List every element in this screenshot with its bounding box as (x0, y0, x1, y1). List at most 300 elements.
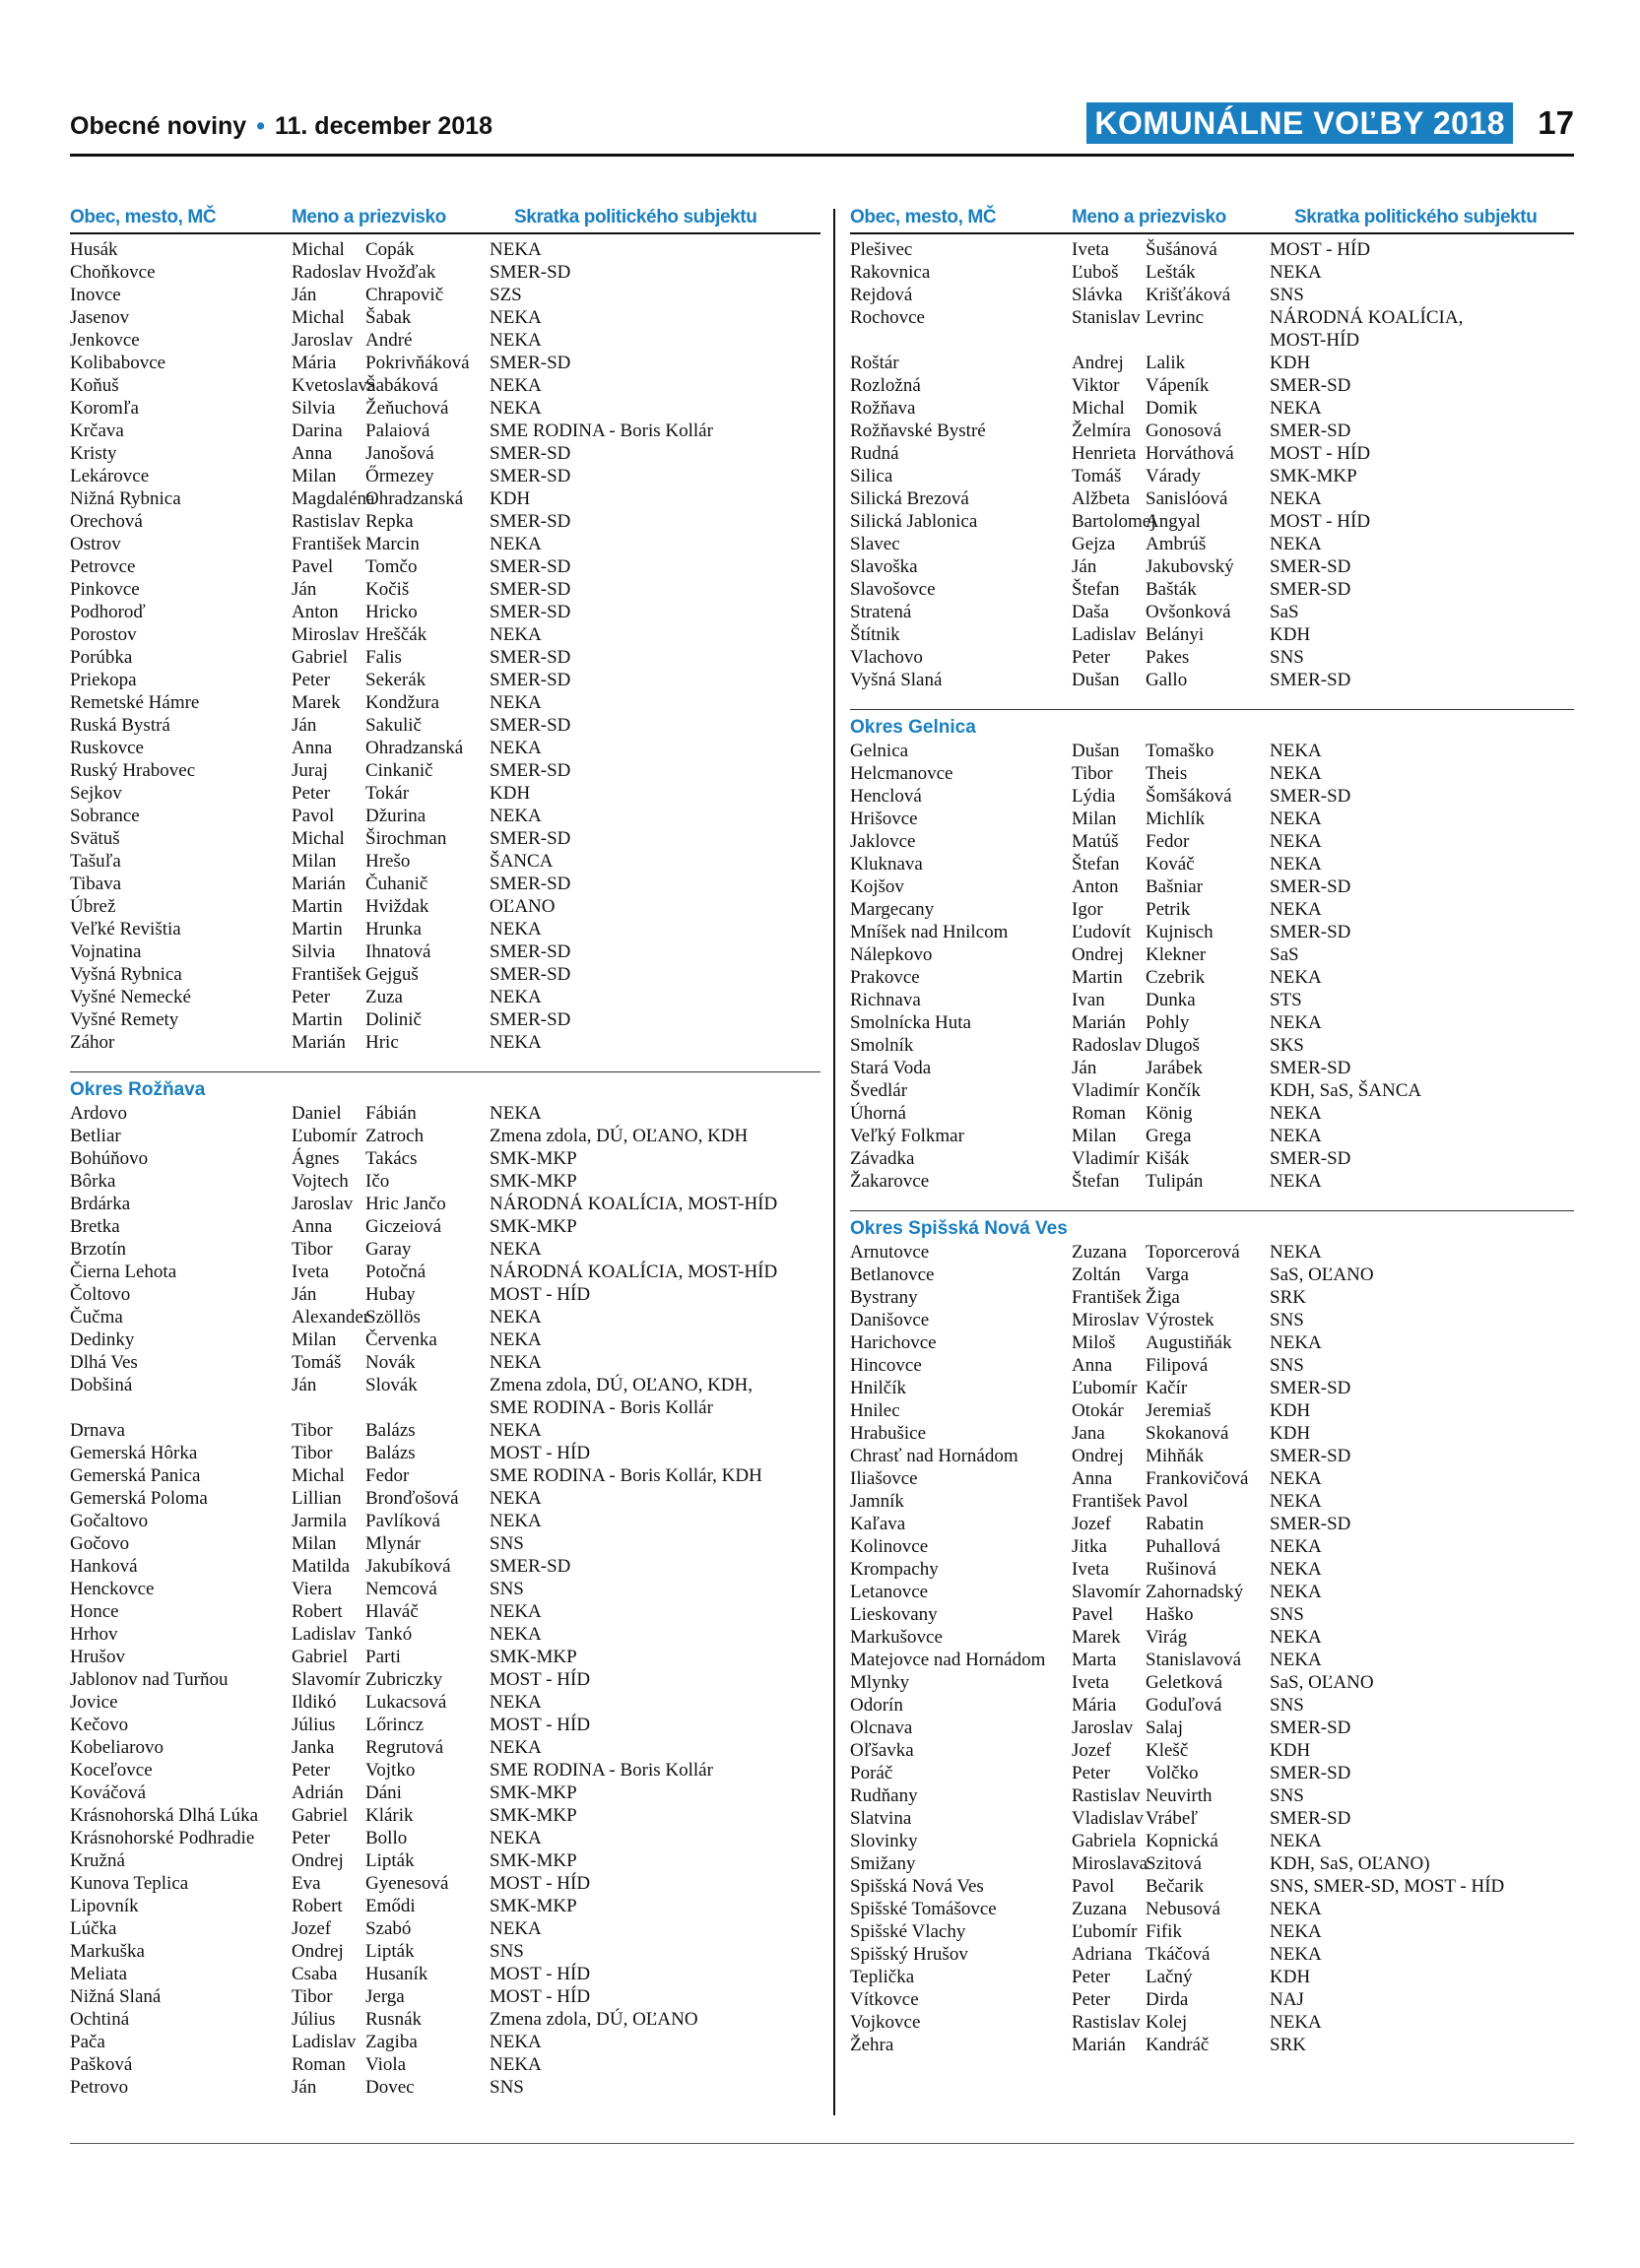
party-cell: NEKA (490, 1828, 542, 1848)
party-cell: NEKA (490, 624, 542, 645)
municipality-cell: Hnilec (850, 1400, 900, 1421)
table-row (850, 830, 1574, 853)
municipality-cell: Kolibabovce (70, 353, 166, 373)
first-name-cell: Adriana (1072, 1944, 1133, 1965)
first-name-cell: Ivan (1072, 990, 1105, 1010)
surname-cell: Končík (1146, 1080, 1201, 1101)
municipality-cell: Kečovo (70, 1715, 129, 1735)
first-name-cell: Alexander (292, 1307, 370, 1328)
surname-cell: Zubriczky (365, 1669, 443, 1690)
party-cell: NEKA (1270, 1921, 1322, 1942)
municipality-cell: Kolinovce (850, 1536, 929, 1557)
table-row (70, 420, 820, 442)
first-name-cell: Jaroslav (292, 330, 354, 351)
party-cell: OĽANO (490, 896, 556, 917)
surname-cell: Lešták (1146, 262, 1196, 283)
municipality-cell: Ochtiná (70, 2009, 130, 2030)
first-name-cell: Martin (1072, 967, 1123, 988)
first-name-cell: Iveta (1072, 239, 1109, 260)
party-cell: NEKA (1270, 1332, 1322, 1353)
first-name-cell: Milan (292, 851, 337, 872)
party-cell: KDH (1270, 1400, 1311, 1421)
first-name-cell: Anna (292, 443, 333, 464)
surname-cell: Gonosová (1146, 421, 1222, 441)
table-row (70, 1419, 820, 1442)
first-name-cell: Tibor (292, 1986, 333, 2007)
party-cell: SMK-MKP (490, 1216, 577, 1237)
surname-cell: Pavlíková (365, 1511, 440, 1531)
surname-cell: Gejguš (365, 964, 419, 985)
party-cell: SMER-SD (490, 647, 571, 668)
municipality-cell: Dlhá Ves (70, 1352, 138, 1373)
first-name-cell: Miroslav (292, 624, 360, 645)
municipality-cell: Ruskovce (70, 738, 144, 758)
municipality-cell: Helcmanovce (850, 763, 953, 784)
surname-cell: Jeremiaš (1146, 1400, 1212, 1421)
party-cell: SMER-SD (1270, 1446, 1351, 1466)
municipality-cell: Hrhov (70, 1624, 118, 1645)
table-row (70, 1759, 820, 1782)
party-cell: SZS (490, 285, 522, 305)
municipality-cell: Koromľa (70, 398, 139, 419)
table-row (850, 853, 1574, 875)
party-cell: SMER-SD (490, 556, 571, 577)
municipality-cell: Žehra (850, 2035, 894, 2055)
municipality-cell: Porúbka (70, 647, 133, 668)
party-cell: NEKA (490, 806, 542, 826)
surname-cell: Šabak (365, 307, 412, 328)
surname-cell: Šušánová (1146, 239, 1217, 260)
surname-cell: Szitová (1146, 1853, 1202, 1874)
header-meno: Meno a priezvisko (1072, 207, 1226, 227)
party-cell: NEKA (1270, 1831, 1322, 1851)
table-row (850, 1558, 1574, 1581)
municipality-cell: Gemerská Hôrka (70, 1443, 198, 1463)
surname-cell: Theis (1146, 763, 1188, 784)
first-name-cell: Michal (292, 307, 345, 328)
first-name-cell: Iveta (1072, 1672, 1109, 1693)
party-cell: SNS, SMER-SD, MOST - HÍD (1270, 1876, 1505, 1897)
municipality-cell: Markuška (70, 1941, 145, 1962)
table-row (850, 1147, 1574, 1170)
table-row (70, 1125, 820, 1147)
surname-cell: Jerga (365, 1986, 405, 2007)
party-cell: NÁRODNÁ KOALÍCIA, MOST-HÍD (490, 1194, 778, 1214)
party-cell: SMER-SD (1270, 556, 1351, 577)
first-name-cell: Tibor (292, 1420, 333, 1441)
municipality-cell: Kružná (70, 1850, 125, 1871)
surname-cell: Kolej (1146, 2012, 1188, 2033)
surname-cell: Ičo (365, 1171, 390, 1192)
table-row (850, 1649, 1574, 1671)
surname-cell: Szöllös (365, 1307, 421, 1328)
table-row (850, 1535, 1574, 1558)
municipality-cell: Letanovce (850, 1582, 929, 1602)
municipality-cell: Markušovce (850, 1627, 943, 1648)
party-cell: MOST - HÍD (490, 1986, 591, 2007)
municipality-cell: Stratená (850, 602, 912, 622)
first-name-cell: Martin (292, 1009, 343, 1030)
party-cell: NEKA (490, 1420, 542, 1441)
municipality-cell: Čoltovo (70, 1284, 131, 1305)
party-cell: NEKA (490, 375, 542, 396)
table-row (70, 805, 820, 827)
table-row (850, 1581, 1574, 1603)
first-name-cell: Ľubomír (1072, 1378, 1138, 1398)
surname-cell: Viola (365, 2054, 407, 2075)
table-row (70, 850, 820, 873)
table-row (70, 1487, 820, 1510)
party-cell: NEKA (1270, 1944, 1322, 1965)
first-name-cell: Rastislav (1072, 1785, 1141, 1806)
table-row (850, 374, 1574, 397)
first-name-cell: Ján (292, 1375, 317, 1395)
party-cell: MOST - HÍD (1270, 239, 1371, 260)
surname-cell: Gallo (1146, 670, 1188, 690)
municipality-cell: Vlachovo (850, 647, 923, 668)
municipality-cell: Žakarovce (850, 1171, 930, 1192)
party-cell: SMER-SD (1270, 1717, 1351, 1738)
first-name-cell: Gejza (1072, 534, 1116, 554)
first-name-cell: Matúš (1072, 831, 1119, 852)
first-name-cell: Eva (292, 1873, 321, 1894)
first-name-cell: Zuzana (1072, 1899, 1127, 1919)
table-row (850, 1920, 1574, 1943)
surname-cell: Domik (1146, 398, 1198, 419)
table-row (70, 1283, 820, 1306)
surname-cell: Hvožďak (365, 262, 436, 283)
surname-cell: Repka (365, 511, 414, 532)
surname-cell: Klárik (365, 1805, 414, 1826)
first-name-cell: Jozef (1072, 1740, 1112, 1761)
party-cell: KDH (1270, 624, 1311, 645)
first-name-cell: Ján (1072, 556, 1097, 577)
first-name-cell: Milan (1072, 809, 1117, 829)
first-name-cell: Zoltán (1072, 1264, 1121, 1285)
first-name-cell: Ondrej (292, 1941, 344, 1962)
municipality-cell: Choňkovce (70, 262, 156, 283)
municipality-cell: Hnilčík (850, 1378, 906, 1398)
first-name-cell: Stanislav (1072, 307, 1141, 328)
municipality-cell: Rožňava (850, 398, 916, 419)
party-cell: Zmena zdola, DÚ, OĽANO (490, 2009, 698, 2030)
municipality-cell: Kunova Teplica (70, 1873, 189, 1894)
municipality-cell: Inovce (70, 285, 121, 305)
surname-cell: Tomaško (1146, 741, 1214, 761)
district-title: Okres Spišská Nová Ves (850, 1218, 1068, 1239)
first-name-cell: Martin (292, 896, 343, 917)
party-cell: SMER-SD (490, 1009, 571, 1030)
surname-cell: Skokanová (1146, 1423, 1229, 1444)
first-name-cell: Rastislav (292, 511, 361, 532)
first-name-cell: Magdaléna (292, 488, 375, 509)
municipality-cell: Jovice (70, 1692, 118, 1713)
municipality-cell: Richnava (850, 990, 921, 1010)
table-row (850, 1988, 1574, 2011)
first-name-cell: Ondrej (1072, 944, 1124, 965)
party-cell: NEKA (1270, 854, 1322, 875)
table-row (850, 966, 1574, 989)
first-name-cell: Peter (292, 987, 331, 1007)
surname-cell: Fedor (365, 1465, 410, 1486)
table-row (70, 1510, 820, 1532)
municipality-cell: Betliar (70, 1126, 121, 1146)
municipality-cell: Bohúňovo (70, 1148, 149, 1169)
table-row (850, 669, 1574, 691)
table-row (70, 1668, 820, 1691)
municipality-cell: Hincovce (850, 1355, 922, 1376)
party-cell: NEKA (1270, 741, 1322, 761)
surname-cell: Vápeník (1146, 375, 1210, 396)
party-cell: SMER-SD (490, 715, 571, 736)
surname-cell: Krišťáková (1146, 285, 1231, 305)
first-name-cell: Roman (1072, 1103, 1126, 1124)
first-name-cell: Pavol (292, 806, 335, 826)
municipality-cell: Ostrov (70, 534, 121, 554)
surname-cell: André (365, 330, 413, 351)
party-cell: SaS, OĽANO (1270, 1672, 1374, 1693)
first-name-cell: Jozef (1072, 1514, 1112, 1534)
first-name-cell: Dušan (1072, 670, 1120, 690)
surname-cell: Pokrivňáková (365, 353, 470, 373)
party-cell: NEKA (1270, 1627, 1322, 1648)
municipality-cell: Podhoroď (70, 602, 146, 622)
surname-cell: Bronďošová (365, 1488, 459, 1509)
municipality-cell: Koceľovce (70, 1760, 153, 1781)
surname-cell: Varga (1146, 1264, 1189, 1285)
first-name-cell: Gabriel (292, 1647, 348, 1667)
party-cell: MOST - HÍD (1270, 511, 1371, 532)
surname-cell: Dáni (365, 1782, 402, 1803)
party-cell: SNS (1270, 1355, 1304, 1376)
surname-cell: Toporcerová (1146, 1242, 1240, 1263)
party-cell: SKS (1270, 1035, 1304, 1056)
first-name-cell: Igor (1072, 899, 1103, 920)
surname-cell: Tankó (365, 1624, 413, 1645)
party-cell: SNS (490, 1941, 524, 1962)
surname-cell: Hreščák (365, 624, 427, 645)
party-cell: NEKA (1270, 1103, 1322, 1124)
surname-cell: Hviždak (365, 896, 429, 917)
municipality-cell: Brzotín (70, 1239, 126, 1260)
table-row (850, 420, 1574, 442)
first-name-cell: Bartolomej (1072, 511, 1156, 532)
party-cell: SMER-SD (1270, 579, 1351, 600)
district-section (850, 709, 1574, 1193)
table-row (70, 555, 820, 578)
surname-cell: Ohradzanská (365, 488, 464, 509)
surname-cell: Emődi (365, 1896, 416, 1916)
surname-cell: Tkáčová (1146, 1944, 1211, 1965)
party-cell: NEKA (490, 1624, 542, 1645)
municipality-cell: Stará Voda (850, 1058, 932, 1078)
surname-cell: Goduľová (1146, 1695, 1222, 1716)
page-number: 17 (1538, 104, 1574, 141)
party-cell: SMER-SD (1270, 670, 1351, 690)
municipality-cell: Pinkovce (70, 579, 140, 600)
table-row (850, 442, 1574, 465)
table-row (70, 873, 820, 895)
party-cell: SNS (1270, 1695, 1304, 1716)
first-name-cell: Peter (1072, 1763, 1111, 1783)
party-cell: SMER-SD (1270, 1808, 1351, 1829)
first-name-cell: Pavel (292, 556, 334, 577)
municipality-cell: Ardovo (70, 1103, 128, 1124)
table-row (850, 306, 1574, 329)
municipality-cell: Závadka (850, 1148, 915, 1169)
first-name-cell: Martin (292, 919, 343, 940)
surname-cell: Fábián (365, 1103, 417, 1124)
first-name-cell: Zuzana (1072, 1242, 1127, 1263)
municipality-cell: Jamník (850, 1491, 904, 1512)
municipality-cell: Spišská Nová Ves (850, 1876, 984, 1897)
first-name-cell: Radoslav (1072, 1035, 1142, 1056)
party-cell: SNS (1270, 1785, 1304, 1806)
first-name-cell: Ľudovít (1072, 922, 1132, 942)
table-row (850, 1626, 1574, 1649)
surname-cell: Ambrúš (1146, 534, 1207, 554)
municipality-cell: Jenkovce (70, 330, 140, 351)
table-row (850, 785, 1574, 808)
party-cell: NEKA (490, 1737, 542, 1758)
municipality-cell: Silická Brezová (850, 488, 969, 509)
first-name-cell: Ľubomír (292, 1126, 358, 1146)
first-name-cell: Milan (292, 1533, 337, 1554)
column-divider (833, 209, 835, 2115)
left-column (70, 207, 820, 2099)
table-row (850, 1830, 1574, 1852)
issue-date: 11. december 2018 (274, 112, 492, 140)
party-cell: SMER-SD (1270, 1058, 1351, 1078)
first-name-cell: Anton (1072, 876, 1119, 897)
table-row (70, 714, 820, 737)
first-name-cell: Viktor (1072, 375, 1120, 396)
first-name-cell: Jitka (1072, 1536, 1107, 1557)
first-name-cell: Jaroslav (1072, 1717, 1134, 1738)
municipality-cell: Vyšná Slaná (850, 670, 943, 690)
surname-cell: Mlynár (365, 1533, 421, 1554)
first-name-cell: Peter (292, 783, 331, 804)
table-row (850, 397, 1574, 420)
table-row (70, 1238, 820, 1261)
municipality-cell: Hrišovce (850, 809, 918, 829)
table-row (70, 1691, 820, 1714)
first-name-cell: Ján (292, 2077, 317, 2098)
municipality-cell: Vojkovce (850, 2012, 921, 2033)
table-row (70, 963, 820, 986)
municipality-cell: Slavošovce (850, 579, 936, 600)
first-name-cell: Pavel (1072, 1604, 1114, 1625)
municipality-cell: Mlynky (850, 1672, 910, 1693)
municipality-cell: Orechová (70, 511, 143, 532)
first-name-cell: Ľubomír (1072, 1921, 1138, 1942)
party-cell: KDH, SaS, OĽANO) (1270, 1853, 1430, 1874)
table-row (70, 442, 820, 465)
first-name-cell: Vladislav (1072, 1808, 1144, 1829)
party-cell: SaS (1270, 944, 1299, 965)
surname-cell: Tulipán (1146, 1171, 1204, 1192)
municipality-cell: Margecany (850, 899, 935, 920)
party-cell: SNS (1270, 1310, 1304, 1330)
party-cell: SMER-SD (490, 602, 571, 622)
first-name-cell: Jarmila (292, 1511, 347, 1531)
table-row (70, 533, 820, 555)
party-cell: SMER-SD (490, 670, 571, 690)
party-cell: SMER-SD (490, 353, 571, 373)
municipality-cell: Gočovo (70, 1533, 130, 1554)
surname-cell: Šomšáková (1146, 786, 1232, 807)
party-cell: SMER-SD (1270, 922, 1351, 942)
party-cell: SMER-SD (490, 466, 571, 486)
municipality-cell: Pača (70, 2032, 105, 2052)
surname-cell: Hrešo (365, 851, 411, 872)
table-row (850, 510, 1574, 533)
municipality-cell: Jaklovce (850, 831, 916, 852)
first-name-cell: Peter (292, 1828, 331, 1848)
party-cell: NEKA (1270, 2012, 1322, 2033)
party-cell: NEKA (490, 1692, 542, 1713)
surname-cell: Belányi (1146, 624, 1205, 645)
party-cell: MOST - HÍD (490, 1669, 591, 1690)
table-row (70, 918, 820, 940)
first-name-cell: Ladislav (1072, 624, 1137, 645)
surname-cell: Ihnatová (365, 941, 431, 962)
table-row (70, 1102, 820, 1125)
first-name-cell: Želmíra (1072, 421, 1132, 441)
surname-cell: Dlugoš (1146, 1035, 1200, 1056)
surname-cell: Hubay (365, 1284, 416, 1305)
municipality-cell: Ruský Hrabovec (70, 760, 196, 781)
first-name-cell: Štefan (1072, 854, 1120, 875)
table-row (70, 2053, 820, 2076)
surname-cell: Dunka (1146, 990, 1196, 1010)
table-row (70, 1193, 820, 1215)
first-name-cell: Anton (292, 602, 339, 622)
table-row (850, 1057, 1574, 1079)
first-name-cell: Ján (292, 285, 317, 305)
page-header (70, 102, 1574, 157)
first-name-cell: Tibor (292, 1239, 333, 1260)
table-row (850, 238, 1574, 261)
municipality-cell: Čučma (70, 1307, 123, 1328)
table-row (70, 940, 820, 963)
party-cell: SMK-MKP (490, 1148, 577, 1169)
first-name-cell: Ján (292, 1284, 317, 1305)
surname-cell: Hrunka (365, 919, 422, 940)
first-name-cell: Marián (1072, 2035, 1126, 2055)
surname-cell: Lipták (365, 1941, 415, 1962)
party-cell: NEKA (490, 330, 542, 351)
party-cell: NEKA (490, 1601, 542, 1622)
table-row (70, 1827, 820, 1849)
municipality-cell: Hanková (70, 1556, 138, 1577)
surname-cell: Zuza (365, 987, 403, 1007)
municipality-cell: Spišské Tomášovce (850, 1899, 997, 1919)
party-cell: SRK (1270, 2035, 1306, 2055)
table-row (70, 669, 820, 691)
results-table (850, 234, 1574, 691)
party-cell: SMER-SD (490, 760, 571, 781)
first-name-cell: Peter (292, 1760, 331, 1781)
header-meno: Meno a priezvisko (292, 207, 446, 227)
municipality-cell: Spišský Hrušov (850, 1944, 968, 1965)
party-cell: NEKA (490, 1511, 542, 1531)
table-row (70, 601, 820, 623)
surname-cell: Tokár (365, 783, 410, 804)
first-name-cell: Marta (1072, 1650, 1117, 1670)
municipality-cell: Slatvina (850, 1808, 912, 1829)
municipality-cell: Hrušov (70, 1647, 125, 1667)
